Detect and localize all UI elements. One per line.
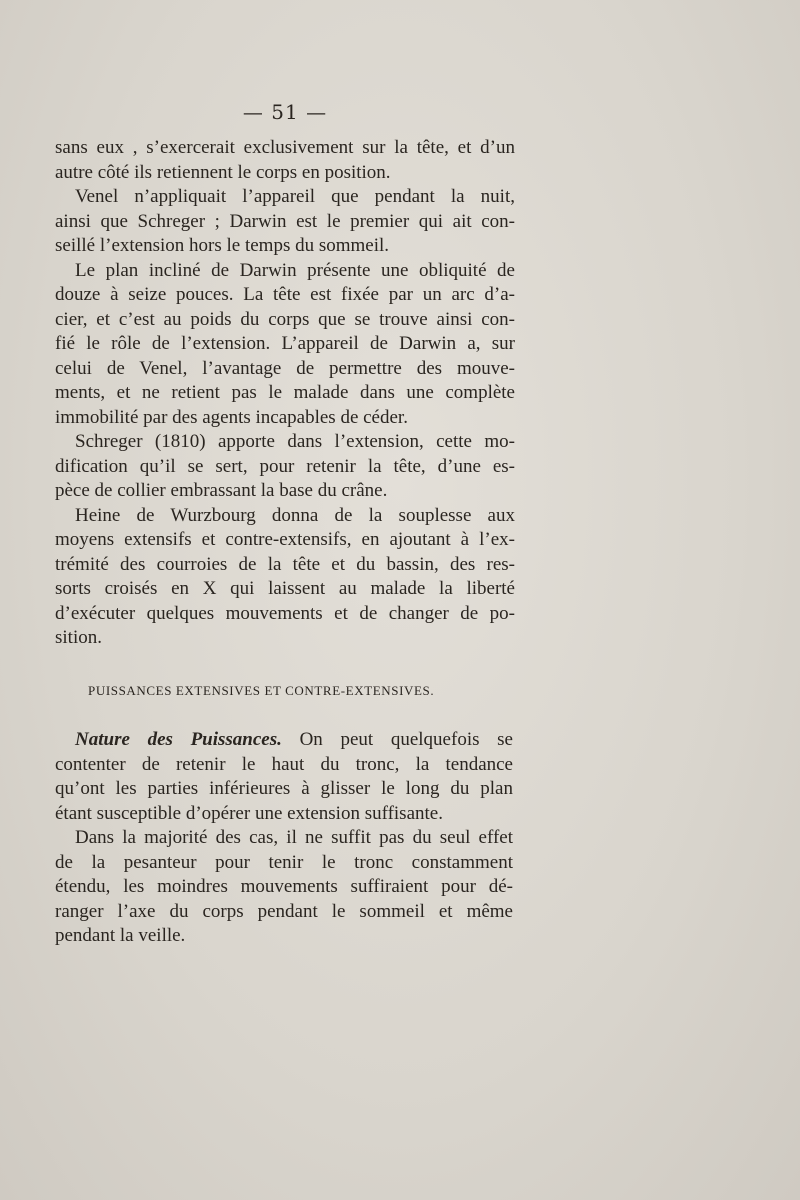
paragraph	[55, 430, 515, 504]
section-heading: PUISSANCES EXTENSIVES ET CONTRE-EXTENSIVES.	[88, 683, 435, 698]
page-number: — 51 —	[242, 100, 328, 124]
paragraph	[55, 826, 513, 949]
text-line: fié le rôle de l’extension. L’appareil de Darwin a, sur	[55, 333, 515, 354]
text-line: sans eux , s’exercerait exclusivement sur la tête, et d’un	[55, 137, 515, 158]
text-line: autre côté ils retiennent le corps en position.	[55, 161, 391, 183]
text-line: ments, et ne retient pas le malade dans une complète	[55, 382, 515, 403]
text-line: Venel n’appliquait l’appareil que pendant la nuit,	[75, 186, 515, 207]
text-line: sition.	[55, 627, 102, 648]
text-line: qu’ont les parties inférieures à glisser le long du plan	[55, 778, 513, 799]
text-line: dification qu’il se sert, pour retenir la tête, d’une es-	[55, 455, 515, 477]
text-line: Heine de Wurzbourg donna de la souplesse aux	[75, 504, 515, 526]
text-line: cier, et c’est au poids du corps que se trouve ainsi con-	[55, 308, 515, 330]
text-line: trémité des courroies de la tête et du bassin, des res-	[55, 553, 515, 575]
text-line: Dans la majorité des cas, il ne suffit pas du seul effet	[75, 827, 513, 848]
text-line: douze à seize pouces. La tête est fixée par un arc d’a-	[55, 284, 515, 305]
paragraph	[55, 136, 515, 185]
text-line: immobilité par des agents incapables de céder.	[55, 406, 408, 428]
paragraph	[55, 259, 515, 431]
text-run: On peut quelquefois se	[281, 729, 513, 750]
text-line: ranger l’axe du corps pendant le sommeil et même	[55, 900, 513, 922]
body-text-bottom	[55, 728, 513, 949]
text-line: sorts croisés en X qui laissent au malade la liberté	[55, 578, 515, 599]
text-line: pèce de collier embrassant la base du crâne.	[55, 480, 388, 501]
paragraph-lead: Nature des Puissances.	[75, 729, 282, 750]
text-line: Schreger (1810) apporte dans l’extension, cette mo-	[75, 431, 515, 452]
text-line: étant susceptible d’opérer une extension suffisante.	[55, 802, 443, 824]
paragraph	[55, 728, 513, 826]
text-line: pendant la veille.	[55, 925, 186, 946]
text-line: étendu, les moindres mouvements suffiraient pour dé-	[55, 876, 513, 897]
body-text-top	[55, 136, 515, 651]
text-line: Le plan incliné de Darwin présente une obliquité de	[75, 259, 515, 281]
text-line: de la pesanteur pour tenir le tronc constamment	[55, 851, 513, 873]
text-line: ainsi que Schreger ; Darwin est le premier qui ait con-	[55, 210, 515, 232]
paragraph	[55, 504, 515, 651]
paragraph	[55, 185, 515, 259]
text-line: seillé l’extension hors le temps du sommeil.	[55, 235, 390, 256]
text-line: contenter de retenir le haut du tronc, la tendance	[55, 753, 513, 775]
text-line: d’exécuter quelques mouvements et de changer de po-	[55, 602, 515, 624]
text-line: celui de Venel, l’avantage de permettre des mouve-	[55, 357, 515, 379]
text-line	[55, 728, 513, 753]
text-line: moyens extensifs et contre-extensifs, en ajoutant à l’ex-	[55, 529, 515, 550]
